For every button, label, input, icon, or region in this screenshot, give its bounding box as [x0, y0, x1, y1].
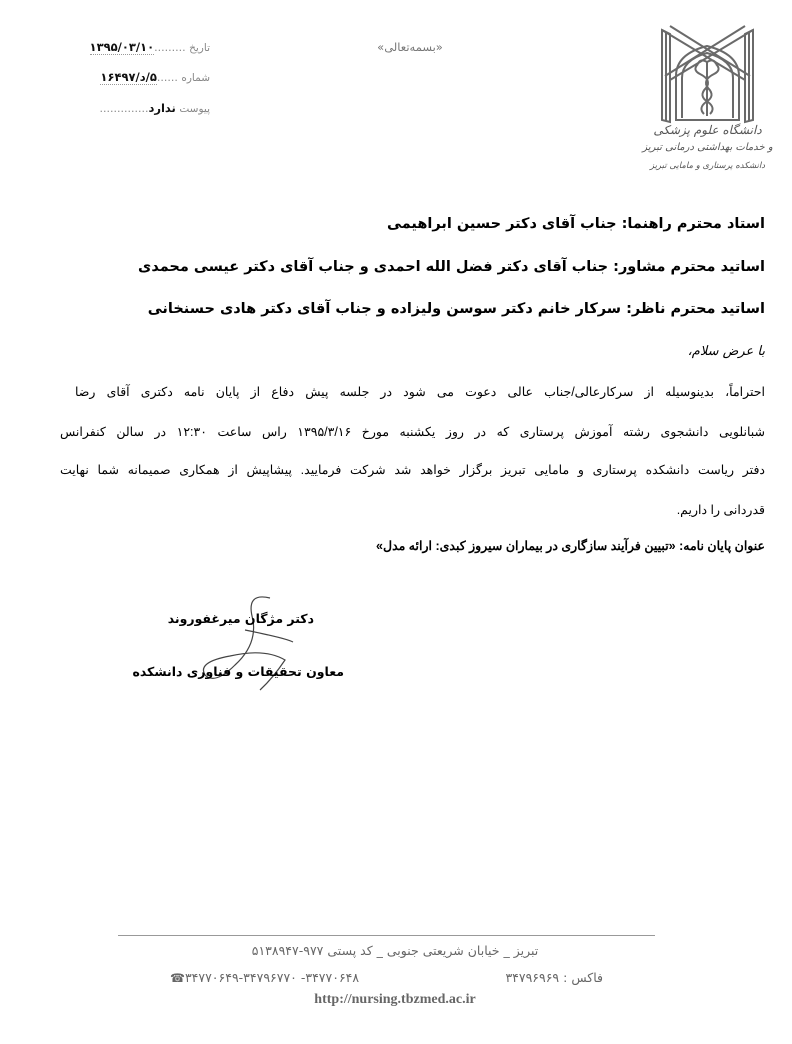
university-logo [640, 18, 775, 193]
body-line-3: دفتر ریاست دانشکده پرستاری و مامایی تبریز برگزار خواهد شد شرکت فرمایید. پیشاپیش از همکاری صمیمانه شما نهایت [60, 463, 765, 477]
logo-text-services: و خدمات بهداشتی درمانی تبریز [642, 142, 773, 153]
footer-fax [478, 970, 603, 985]
footer-address: تبریز _ خیابان شریعتی جنوبی _ کد پستی ۹۷۷-۵۱۳۸۹۴۷ [251, 943, 539, 958]
number-field [80, 70, 210, 90]
attachment-value: ندارد [148, 101, 176, 115]
bismillah-heading: «بسمه‌تعالی» [377, 40, 443, 54]
date-field [80, 40, 210, 60]
attachment-label: پیوست [179, 103, 210, 115]
logo-text-university: دانشگاه علوم پزشکی [653, 123, 762, 137]
body-line-4: قدردانی را داریم. [676, 503, 765, 517]
footer-phones [170, 970, 385, 985]
attachment-field [80, 101, 210, 121]
logo-text-faculty: دانشکده پرستاری و مامایی تبریز [649, 161, 766, 171]
signatory-title: معاون تحقیقات و فناوری دانشکده [132, 664, 344, 679]
signatory-name: دکتر مژگان میرغفوروند [167, 611, 314, 626]
phone-numbers: ۳۴۷۷۰۶۴۸- ۳۴۷۷۰۶۴۹-۳۴۷۹۶۷۷۰ [184, 970, 360, 985]
handwritten-signature [175, 590, 295, 700]
website-link[interactable]: http://nursing.tbzmed.ac.ir [314, 992, 476, 1007]
date-dots: ......... [154, 41, 186, 54]
body-line-1: احتراماً، بدینوسیله از سرکارعالی/جناب عالی دعوت می شود در جلسه پیش دفاع از پایان نامه دکتری آقای رضا [75, 385, 765, 399]
date-label: تاریخ [189, 42, 210, 54]
number-dots: ...... [156, 71, 178, 84]
number-value: ۵/د/۱۶۴۹۷ [100, 70, 157, 84]
date-value: ۱۳۹۵/۰۳/۱۰ [89, 40, 155, 54]
addressee-supervisor: استاد محترم راهنما: جناب آقای دکتر حسین ابراهیمی [387, 216, 765, 232]
greeting: با عرض سلام، [687, 344, 765, 359]
fax-number: ۳۴۷۹۶۹۶۹ [505, 970, 560, 985]
body-line-2: شبانلویی دانشجوی رشته آموزش پرستاری که در روز یکشنبه مورخ ۱۳۹۵/۳/۱۶ راس ساعت ۱۲:۳۰ در سالن کنفرانس [60, 425, 766, 439]
addressee-examiners: اساتید محترم ناظر: سرکار خانم دکتر سوسن ولیزاده و جناب آقای دکتر هادی حسنخانی [147, 301, 765, 317]
attachment-dots: .............. [99, 102, 149, 115]
book-caduceus-emblem-icon [640, 18, 775, 133]
addressee-advisors: اساتید محترم مشاور: جناب آقای دکتر فضل الله احمدی و جناب آقای دکتر عیسی محمدی [138, 259, 765, 275]
footer-divider [118, 935, 655, 936]
telephone-icon: ☎ [170, 971, 185, 985]
fax-label: فاکس : [563, 970, 603, 985]
number-label: شماره [181, 72, 210, 84]
thesis-title: عنوان پایان نامه: «تبیین فرآیند سازگاری در بیماران سیروز کبدی: ارائه مدل» [376, 539, 765, 553]
